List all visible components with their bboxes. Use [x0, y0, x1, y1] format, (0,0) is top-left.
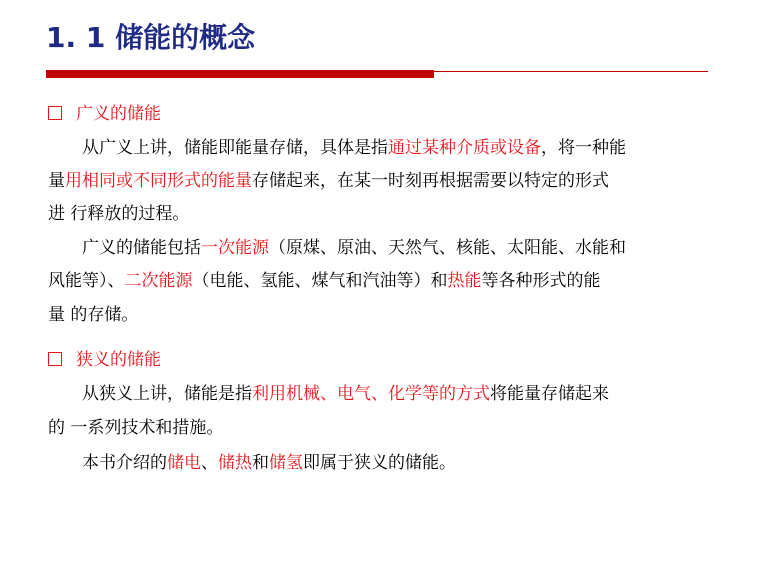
broad-p1-line3	[48, 202, 189, 226]
text-run: 的 一系列技术和措施。	[48, 418, 224, 438]
broad-p2-line2	[48, 269, 601, 293]
text-run: 即属于狭义的储能。	[303, 453, 456, 473]
highlight-text: 热能	[447, 271, 482, 291]
text-run: 本书介绍的	[82, 453, 167, 473]
highlight-text: 利用机械、电气、化学等的方式	[252, 384, 490, 404]
slide-title: 1. 1 储能的概念	[46, 21, 256, 54]
section-heading-broad	[48, 102, 161, 126]
checkbox-bullet-icon	[48, 106, 62, 120]
highlight-text: 储氢	[269, 453, 303, 473]
narrow-p1-line2	[48, 416, 223, 440]
narrow-p2-line1	[82, 451, 456, 475]
highlight-text: 二次能源	[124, 271, 193, 291]
broad-p2-line3	[48, 303, 138, 327]
text-run: 量	[48, 171, 65, 191]
checkbox-bullet-icon	[48, 352, 62, 366]
text-run: ，将一种能	[541, 138, 626, 158]
highlight-text: 一次能源	[201, 238, 269, 258]
section-heading-broad-label: 广义的储能	[76, 104, 161, 124]
text-run: 等各种形式的能	[481, 271, 601, 291]
text-run: （电能、氢能、煤气和汽油等）和	[192, 271, 448, 291]
broad-p1-line1	[82, 136, 626, 160]
section-heading-narrow	[48, 348, 161, 372]
broad-p2-line1	[82, 236, 626, 260]
narrow-p1-line1	[82, 382, 609, 406]
title-rule-thick	[46, 70, 434, 78]
title-rule-thin	[434, 71, 708, 72]
text-run: 风能等）、	[48, 271, 125, 291]
text-run: 量 的存储。	[48, 305, 139, 325]
text-run: 广义的储能包括	[82, 238, 201, 258]
broad-p1-line2	[48, 169, 609, 193]
text-run: 、	[201, 453, 218, 473]
highlight-text: 用相同或不同形式的能量	[65, 171, 252, 191]
text-run: 从广义上讲，储能即能量存储，具体是指	[82, 138, 388, 158]
text-run: 将能量存储起来	[490, 384, 609, 404]
highlight-text: 通过某种介质或设备	[388, 138, 541, 158]
highlight-text: 储电	[167, 453, 201, 473]
text-run: 从狭义上讲，储能是指	[82, 384, 252, 404]
highlight-text: 储热	[218, 453, 252, 473]
text-run: 和	[252, 453, 269, 473]
text-run: （原煤、原油、天然气、核能、太阳能、水能和	[269, 238, 626, 258]
section-heading-narrow-label: 狭义的储能	[76, 350, 161, 370]
text-run: 进 行释放的过程。	[48, 204, 190, 224]
text-run: 存储起来，在某一时刻再根据需要以特定的形式	[252, 171, 609, 191]
